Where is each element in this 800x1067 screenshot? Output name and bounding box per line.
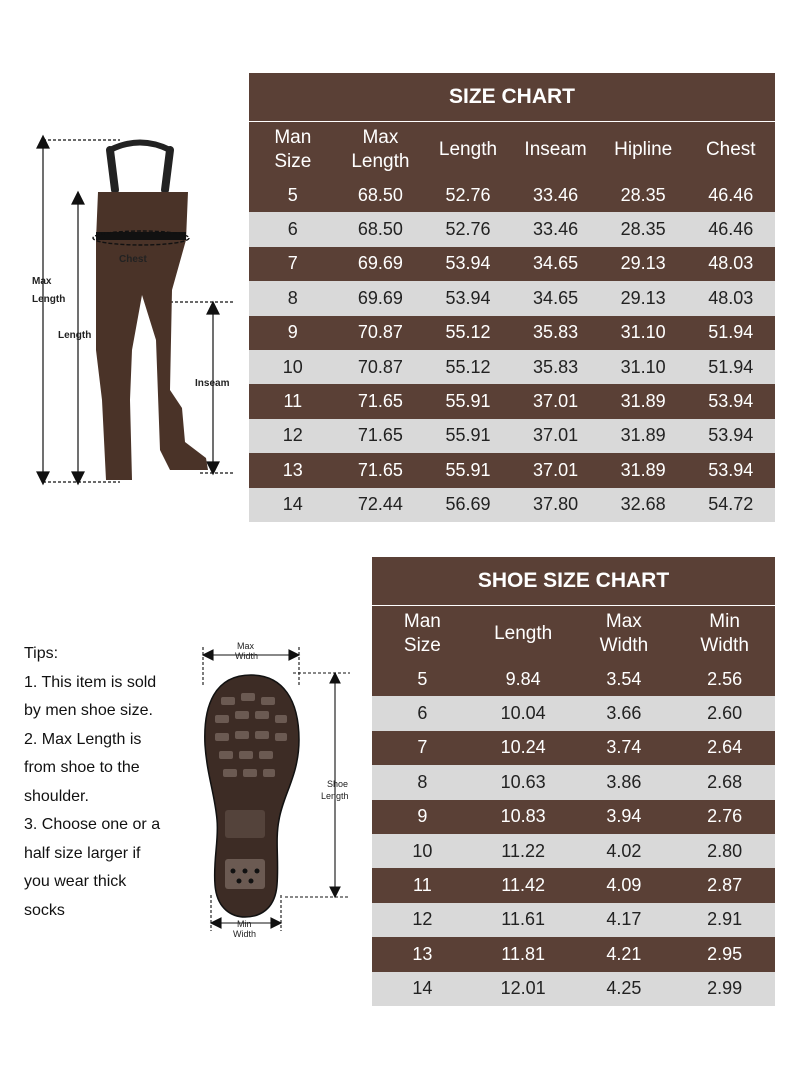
table-cell: 10 — [412, 840, 433, 861]
table-cell: 55.91 — [445, 425, 491, 446]
table-row — [372, 731, 775, 765]
table-cell: 28.35 — [620, 184, 666, 205]
table-cell: 37.01 — [533, 425, 579, 446]
wader-illustration — [20, 130, 245, 495]
shoe-chart-body — [372, 662, 775, 1006]
size-chart-title: SIZE CHART — [249, 73, 775, 121]
table-cell: 31.10 — [620, 322, 666, 343]
tips-heading: Tips: — [24, 645, 59, 662]
table-cell: 55.91 — [445, 391, 491, 412]
column-header: Max Width — [599, 611, 649, 656]
table-cell: 2.60 — [707, 703, 743, 724]
table-cell: 51.94 — [708, 322, 754, 343]
table-cell: 12 — [282, 425, 303, 446]
table-cell: 9.84 — [505, 668, 541, 689]
table-cell: 55.12 — [445, 322, 491, 343]
max-length-label-1: Max — [32, 276, 52, 287]
table-cell: 32.68 — [620, 494, 666, 515]
table-cell: 31.89 — [620, 459, 666, 480]
min-width-label-2: Width — [233, 929, 257, 939]
tips-line: from shoe to the — [24, 759, 140, 776]
table-cell: 11.61 — [501, 909, 545, 930]
table-cell: 2.80 — [707, 840, 743, 861]
table-row — [372, 765, 775, 799]
table-row — [372, 903, 775, 937]
table-cell: 46.46 — [708, 219, 754, 240]
shoe-chart-title: SHOE SIZE CHART — [372, 557, 775, 605]
table-cell: 53.94 — [708, 459, 754, 480]
table-cell: 2.95 — [707, 943, 743, 964]
table-cell: 33.46 — [533, 184, 579, 205]
table-cell: 2.99 — [707, 978, 743, 999]
table-cell: 9 — [417, 806, 428, 827]
table-cell: 53.94 — [445, 253, 491, 274]
column-header: Min Width — [700, 611, 749, 656]
table-cell: 56.69 — [445, 494, 491, 515]
table-row — [249, 453, 775, 487]
table-cell: 10.24 — [500, 737, 546, 758]
max-length-label-2: Length — [32, 294, 66, 305]
min-width-label-1: Min — [237, 919, 252, 929]
table-cell: 2.87 — [707, 875, 743, 896]
tips-line: 2. Max Length is — [24, 730, 142, 748]
table-cell: 10.63 — [500, 771, 546, 792]
table-cell: 68.50 — [357, 219, 403, 240]
tips-line: shoulder. — [24, 787, 89, 805]
table-row — [249, 178, 775, 212]
tips-line: by men shoe size. — [24, 702, 153, 719]
table-row — [372, 662, 775, 696]
suspender-straps — [110, 143, 170, 191]
table-cell: 5 — [417, 668, 428, 689]
table-cell: 35.83 — [533, 322, 579, 343]
column-header: Max Length — [351, 127, 410, 172]
table-cell: 11.22 — [501, 840, 545, 861]
table-cell: 53.94 — [708, 425, 754, 446]
table-row — [372, 868, 775, 902]
table-cell: 13 — [282, 459, 303, 480]
table-cell: 71.65 — [357, 425, 403, 446]
table-cell: 10.83 — [500, 806, 546, 827]
column-header: Chest — [705, 139, 756, 160]
table-cell: 7 — [287, 253, 298, 274]
table-row — [249, 419, 775, 453]
table-cell: 3.74 — [606, 737, 642, 758]
table-row — [372, 800, 775, 834]
table-cell: 28.35 — [620, 219, 666, 240]
table-cell: 11 — [283, 391, 303, 412]
table-row — [249, 247, 775, 281]
table-cell: 72.44 — [357, 494, 403, 515]
table-cell: 71.65 — [357, 391, 403, 412]
table-cell: 31.89 — [620, 425, 666, 446]
table-cell: 52.76 — [445, 184, 491, 205]
table-cell: 12.01 — [500, 978, 546, 999]
tips-line: socks — [24, 901, 65, 919]
table-cell: 33.46 — [533, 219, 579, 240]
table-cell: 34.65 — [533, 253, 579, 274]
table-cell: 48.03 — [708, 253, 754, 274]
table-cell: 4.02 — [606, 840, 642, 861]
table-cell: 69.69 — [357, 253, 403, 274]
table-cell: 3.54 — [606, 668, 642, 689]
table-cell: 69.69 — [357, 287, 403, 308]
table-cell: 2.76 — [707, 806, 743, 827]
table-cell: 2.56 — [707, 668, 743, 689]
table-cell: 55.91 — [445, 459, 491, 480]
column-header: Length — [438, 139, 498, 160]
table-cell: 53.94 — [708, 391, 754, 412]
column-header: Inseam — [524, 139, 587, 160]
shoe-length-label-2: Length — [321, 791, 349, 801]
table-cell: 53.94 — [445, 287, 491, 308]
table-row — [249, 488, 775, 522]
table-cell: 55.12 — [445, 356, 491, 377]
table-cell: 8 — [417, 771, 428, 792]
table-cell: 37.01 — [533, 459, 579, 480]
table-cell: 52.76 — [445, 219, 491, 240]
table-row — [372, 972, 775, 1006]
table-cell: 12 — [412, 909, 433, 930]
table-cell: 4.25 — [606, 978, 642, 999]
table-cell: 7 — [417, 737, 428, 758]
table-cell: 35.83 — [533, 356, 579, 377]
max-width-label-1: Max — [237, 641, 255, 651]
inseam-label: Inseam — [195, 378, 230, 389]
table-cell: 31.89 — [620, 391, 666, 412]
table-cell: 37.01 — [533, 391, 579, 412]
table-cell: 31.10 — [620, 356, 666, 377]
table-cell: 4.17 — [606, 909, 642, 930]
table-cell: 14 — [412, 978, 433, 999]
chest-label: Chest — [119, 254, 147, 265]
table-cell: 6 — [287, 219, 298, 240]
tips-line: half size larger if — [24, 844, 141, 862]
table-cell: 11 — [413, 875, 432, 896]
table-cell: 4.21 — [606, 943, 642, 964]
length-label: Length — [58, 330, 92, 341]
table-row — [249, 212, 775, 246]
table-cell: 3.66 — [606, 703, 642, 724]
size-chart-table — [249, 73, 775, 522]
table-cell: 4.09 — [606, 875, 642, 896]
table-row — [249, 281, 775, 315]
table-cell: 5 — [287, 184, 298, 205]
column-header: Length — [494, 623, 553, 644]
table-cell: 2.68 — [707, 771, 743, 792]
table-cell: 51.94 — [708, 356, 754, 377]
table-cell: 3.86 — [606, 771, 642, 792]
size-chart-body — [249, 178, 775, 522]
column-header: Hipline — [614, 139, 673, 160]
table-cell: 2.64 — [707, 737, 743, 758]
table-cell: 3.94 — [606, 806, 642, 827]
shoe-size-chart-table — [372, 557, 775, 1006]
table-cell: 11.42 — [501, 875, 545, 896]
table-cell: 14 — [282, 494, 303, 515]
table-cell: 34.65 — [533, 287, 579, 308]
table-cell: 29.13 — [620, 287, 666, 308]
table-cell: 8 — [287, 287, 298, 308]
table-cell: 10.04 — [500, 703, 546, 724]
tips-line: you wear thick — [24, 873, 127, 890]
shoe-length-label-1: Shoe — [327, 779, 349, 789]
table-cell: 48.03 — [708, 287, 754, 308]
max-width-label-2: Width — [235, 651, 259, 661]
table-cell: 70.87 — [357, 322, 403, 343]
tips-line: 1. This item is sold — [24, 673, 157, 691]
table-cell: 10 — [282, 356, 303, 377]
tips-line: 3. Choose one or a — [24, 816, 161, 833]
table-cell: 29.13 — [620, 253, 666, 274]
table-row — [372, 937, 775, 971]
table-cell: 37.80 — [533, 494, 579, 515]
table-row — [372, 696, 775, 730]
table-row — [249, 316, 775, 350]
table-cell: 9 — [287, 322, 298, 343]
table-row — [249, 350, 775, 384]
table-row — [249, 384, 775, 418]
boot-sole-illustration — [195, 635, 370, 945]
table-cell: 13 — [412, 943, 433, 964]
table-cell: 70.87 — [357, 356, 403, 377]
shoe-chart-header-row — [372, 605, 775, 662]
table-cell: 11.81 — [501, 943, 545, 964]
tips-text — [24, 640, 174, 925]
table-cell: 2.91 — [707, 909, 743, 930]
column-header: Man Size — [403, 611, 441, 656]
column-header: Man Size — [274, 127, 312, 172]
table-cell: 54.72 — [708, 494, 754, 515]
table-cell: 46.46 — [708, 184, 754, 205]
table-row — [372, 834, 775, 868]
size-chart-header-row — [249, 121, 775, 178]
table-cell: 71.65 — [357, 459, 403, 480]
table-cell: 6 — [417, 703, 428, 724]
boot-sole — [205, 675, 299, 917]
table-cell: 68.50 — [357, 184, 403, 205]
